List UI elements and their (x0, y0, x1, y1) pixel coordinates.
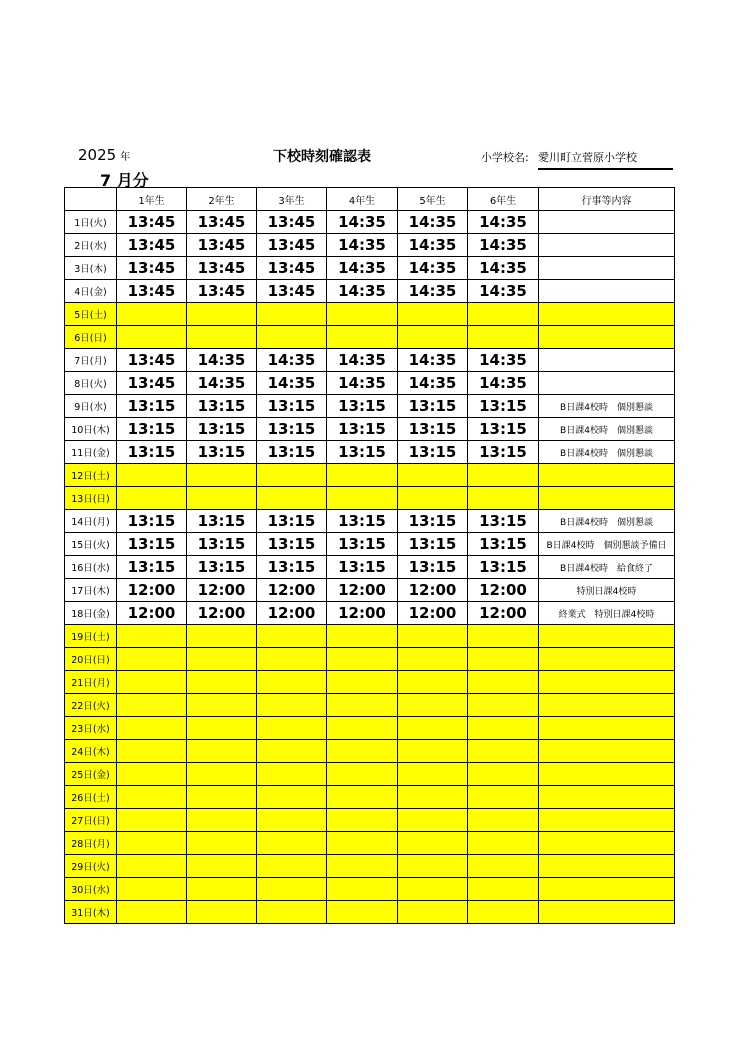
time-cell-grade6 (468, 901, 539, 924)
day-cell: 22日(火) (65, 694, 117, 717)
event-cell (539, 694, 675, 717)
time-cell-grade3 (257, 717, 327, 740)
day-cell: 31日(木) (65, 901, 117, 924)
time-cell-grade6: 13:15 (468, 510, 539, 533)
time-cell-grade4: 14:35 (327, 257, 398, 280)
time-cell-grade1 (117, 855, 187, 878)
event-cell (539, 832, 675, 855)
day-cell: 18日(金) (65, 602, 117, 625)
time-cell-grade6 (468, 464, 539, 487)
time-cell-grade5: 14:35 (398, 211, 468, 234)
time-cell-grade6 (468, 717, 539, 740)
time-cell-grade6 (468, 878, 539, 901)
table-row (65, 303, 675, 326)
time-cell-grade2 (187, 464, 257, 487)
time-cell-grade1: 13:15 (117, 533, 187, 556)
day-cell: 8日(火) (65, 372, 117, 395)
day-cell: 15日(火) (65, 533, 117, 556)
day-cell: 16日(水) (65, 556, 117, 579)
event-cell (539, 464, 675, 487)
time-cell-grade2 (187, 901, 257, 924)
time-cell-grade1: 13:45 (117, 372, 187, 395)
time-cell-grade1 (117, 648, 187, 671)
table-row (65, 602, 675, 625)
time-cell-grade3: 13:15 (257, 556, 327, 579)
time-cell-grade6: 14:35 (468, 234, 539, 257)
time-cell-grade3 (257, 786, 327, 809)
time-cell-grade6 (468, 763, 539, 786)
time-cell-grade4: 13:15 (327, 441, 398, 464)
table-row (65, 533, 675, 556)
time-cell-grade6 (468, 671, 539, 694)
day-cell: 4日(金) (65, 280, 117, 303)
page-title: 下校時刻確認表 (273, 149, 371, 165)
time-cell-grade2 (187, 694, 257, 717)
time-cell-grade2 (187, 717, 257, 740)
time-cell-grade6 (468, 303, 539, 326)
time-cell-grade3 (257, 625, 327, 648)
time-cell-grade1: 12:00 (117, 579, 187, 602)
time-cell-grade3 (257, 648, 327, 671)
event-cell (539, 878, 675, 901)
day-cell: 9日(水) (65, 395, 117, 418)
time-cell-grade6 (468, 832, 539, 855)
table-row (65, 280, 675, 303)
time-cell-grade5 (398, 786, 468, 809)
time-cell-grade2: 13:45 (187, 257, 257, 280)
time-cell-grade1 (117, 717, 187, 740)
time-cell-grade4: 13:15 (327, 533, 398, 556)
time-cell-grade5: 12:00 (398, 579, 468, 602)
time-cell-grade5 (398, 855, 468, 878)
table-row (65, 556, 675, 579)
day-cell: 23日(水) (65, 717, 117, 740)
time-cell-grade2: 14:35 (187, 372, 257, 395)
day-cell: 28日(月) (65, 832, 117, 855)
time-cell-grade2: 13:15 (187, 395, 257, 418)
time-cell-grade5 (398, 464, 468, 487)
time-cell-grade6 (468, 855, 539, 878)
day-cell: 24日(木) (65, 740, 117, 763)
time-cell-grade6 (468, 648, 539, 671)
event-cell (539, 740, 675, 763)
time-cell-grade1: 13:45 (117, 257, 187, 280)
time-cell-grade6: 12:00 (468, 602, 539, 625)
table-row (65, 510, 675, 533)
day-cell: 26日(土) (65, 786, 117, 809)
time-cell-grade6: 14:35 (468, 280, 539, 303)
time-cell-grade6: 12:00 (468, 579, 539, 602)
day-cell: 7日(月) (65, 349, 117, 372)
time-cell-grade4: 13:15 (327, 395, 398, 418)
time-cell-grade2: 13:15 (187, 556, 257, 579)
time-cell-grade6: 13:15 (468, 395, 539, 418)
day-cell: 25日(金) (65, 763, 117, 786)
time-cell-grade5: 12:00 (398, 602, 468, 625)
time-cell-grade5: 14:35 (398, 257, 468, 280)
time-cell-grade1 (117, 671, 187, 694)
event-cell: B日課4校時 個別懇談 (539, 418, 675, 441)
school-name-label: 小学校名: (481, 151, 529, 164)
time-cell-grade6: 14:35 (468, 349, 539, 372)
time-cell-grade4: 14:35 (327, 349, 398, 372)
time-cell-grade6: 14:35 (468, 372, 539, 395)
event-cell (539, 901, 675, 924)
event-cell (539, 211, 675, 234)
event-cell (539, 257, 675, 280)
event-cell (539, 671, 675, 694)
table-row (65, 671, 675, 694)
table-row (65, 694, 675, 717)
time-cell-grade1 (117, 809, 187, 832)
time-cell-grade2: 14:35 (187, 349, 257, 372)
time-cell-grade1 (117, 487, 187, 510)
header-cell-grade2: 2年生 (187, 188, 257, 211)
table-header-row (65, 188, 675, 211)
time-cell-grade4 (327, 855, 398, 878)
time-cell-grade1: 13:45 (117, 349, 187, 372)
time-cell-grade3: 13:45 (257, 257, 327, 280)
time-cell-grade2: 12:00 (187, 602, 257, 625)
event-cell: 終業式 特別日課4校時 (539, 602, 675, 625)
table-row (65, 855, 675, 878)
time-cell-grade5: 13:15 (398, 395, 468, 418)
time-cell-grade5: 13:15 (398, 418, 468, 441)
time-cell-grade5 (398, 326, 468, 349)
time-cell-grade4 (327, 303, 398, 326)
event-cell (539, 763, 675, 786)
event-cell (539, 625, 675, 648)
time-cell-grade4 (327, 326, 398, 349)
time-cell-grade3 (257, 740, 327, 763)
time-cell-grade3 (257, 855, 327, 878)
time-cell-grade4 (327, 878, 398, 901)
day-cell: 21日(月) (65, 671, 117, 694)
table-row (65, 395, 675, 418)
day-cell: 29日(火) (65, 855, 117, 878)
time-cell-grade6: 13:15 (468, 556, 539, 579)
time-cell-grade3: 12:00 (257, 602, 327, 625)
time-cell-grade2: 13:45 (187, 280, 257, 303)
header-cell-grade1: 1年生 (117, 188, 187, 211)
time-cell-grade2: 13:15 (187, 533, 257, 556)
day-cell: 11日(金) (65, 441, 117, 464)
event-cell (539, 648, 675, 671)
day-cell: 30日(水) (65, 878, 117, 901)
time-cell-grade5: 13:15 (398, 510, 468, 533)
event-cell (539, 234, 675, 257)
time-cell-grade2 (187, 740, 257, 763)
time-cell-grade4 (327, 809, 398, 832)
time-cell-grade4 (327, 717, 398, 740)
table-row (65, 579, 675, 602)
day-cell: 14日(月) (65, 510, 117, 533)
time-cell-grade1 (117, 303, 187, 326)
time-cell-grade6: 13:15 (468, 441, 539, 464)
time-cell-grade2 (187, 832, 257, 855)
header-cell-grade4: 4年生 (327, 188, 398, 211)
time-cell-grade4 (327, 694, 398, 717)
table-row (65, 211, 675, 234)
time-cell-grade4: 13:15 (327, 418, 398, 441)
time-cell-grade1: 12:00 (117, 602, 187, 625)
time-cell-grade3 (257, 832, 327, 855)
time-cell-grade6 (468, 625, 539, 648)
time-cell-grade2 (187, 648, 257, 671)
time-cell-grade4: 14:35 (327, 280, 398, 303)
time-cell-grade3 (257, 763, 327, 786)
time-cell-grade1 (117, 694, 187, 717)
time-cell-grade3 (257, 487, 327, 510)
time-cell-grade4: 14:35 (327, 234, 398, 257)
time-cell-grade5 (398, 625, 468, 648)
time-cell-grade5: 14:35 (398, 372, 468, 395)
time-cell-grade5 (398, 303, 468, 326)
event-cell: B日課4校時 個別懇談 (539, 395, 675, 418)
time-cell-grade1: 13:15 (117, 395, 187, 418)
time-cell-grade4 (327, 901, 398, 924)
time-cell-grade2: 13:15 (187, 510, 257, 533)
time-cell-grade4: 12:00 (327, 602, 398, 625)
day-cell: 27日(日) (65, 809, 117, 832)
table-row (65, 786, 675, 809)
time-cell-grade3: 14:35 (257, 372, 327, 395)
year-value: 2025 (78, 146, 117, 164)
table-row (65, 901, 675, 924)
table-row (65, 257, 675, 280)
time-cell-grade5 (398, 809, 468, 832)
time-cell-grade3: 13:45 (257, 211, 327, 234)
time-cell-grade3: 13:45 (257, 280, 327, 303)
header-cell-grade6: 6年生 (468, 188, 539, 211)
time-cell-grade2 (187, 625, 257, 648)
time-cell-grade2 (187, 303, 257, 326)
time-cell-grade5: 14:35 (398, 234, 468, 257)
header-cell-grade5: 5年生 (398, 188, 468, 211)
time-cell-grade3 (257, 464, 327, 487)
time-cell-grade6 (468, 326, 539, 349)
event-cell: B日課4校時 個別懇談 (539, 441, 675, 464)
time-cell-grade5 (398, 717, 468, 740)
time-cell-grade2 (187, 763, 257, 786)
time-cell-grade5: 13:15 (398, 533, 468, 556)
time-cell-grade6: 13:15 (468, 533, 539, 556)
time-cell-grade3 (257, 303, 327, 326)
event-cell (539, 487, 675, 510)
time-cell-grade4: 12:00 (327, 579, 398, 602)
month-label: 7 月分 (100, 171, 149, 190)
time-cell-grade2: 13:45 (187, 234, 257, 257)
time-cell-grade4: 13:15 (327, 556, 398, 579)
school-name-value: 愛川町立菅原小学校 (538, 149, 673, 170)
time-cell-grade3: 14:35 (257, 349, 327, 372)
time-cell-grade1 (117, 625, 187, 648)
time-cell-grade1: 13:45 (117, 234, 187, 257)
event-cell (539, 786, 675, 809)
time-cell-grade4 (327, 740, 398, 763)
day-cell: 20日(日) (65, 648, 117, 671)
table-row (65, 763, 675, 786)
time-cell-grade2 (187, 326, 257, 349)
table-row (65, 809, 675, 832)
time-cell-grade5 (398, 671, 468, 694)
table-row (65, 648, 675, 671)
time-cell-grade6 (468, 487, 539, 510)
time-cell-grade3: 13:15 (257, 441, 327, 464)
table-row (65, 717, 675, 740)
time-cell-grade1 (117, 786, 187, 809)
time-cell-grade6 (468, 694, 539, 717)
time-cell-grade4 (327, 786, 398, 809)
event-cell (539, 809, 675, 832)
table-row (65, 372, 675, 395)
time-cell-grade5 (398, 763, 468, 786)
time-cell-grade3 (257, 671, 327, 694)
time-cell-grade5: 13:15 (398, 556, 468, 579)
event-cell (539, 303, 675, 326)
time-cell-grade3 (257, 809, 327, 832)
event-cell (539, 717, 675, 740)
year-label (78, 146, 130, 164)
table-row (65, 418, 675, 441)
time-cell-grade1: 13:45 (117, 211, 187, 234)
table-row (65, 625, 675, 648)
time-cell-grade6: 14:35 (468, 211, 539, 234)
time-cell-grade1: 13:15 (117, 510, 187, 533)
time-cell-grade3: 13:15 (257, 395, 327, 418)
event-cell: B日課4校時 個別懇談 (539, 510, 675, 533)
time-cell-grade5 (398, 694, 468, 717)
time-cell-grade2 (187, 809, 257, 832)
table-row (65, 349, 675, 372)
time-cell-grade5 (398, 901, 468, 924)
event-cell (539, 855, 675, 878)
time-cell-grade4 (327, 464, 398, 487)
time-cell-grade4 (327, 832, 398, 855)
table-row (65, 441, 675, 464)
time-cell-grade6: 14:35 (468, 257, 539, 280)
time-cell-grade5: 14:35 (398, 280, 468, 303)
time-cell-grade3 (257, 901, 327, 924)
time-cell-grade5 (398, 878, 468, 901)
time-cell-grade2 (187, 487, 257, 510)
time-cell-grade2: 12:00 (187, 579, 257, 602)
time-cell-grade1: 13:15 (117, 556, 187, 579)
time-cell-grade1 (117, 464, 187, 487)
time-cell-grade5: 14:35 (398, 349, 468, 372)
time-cell-grade3 (257, 878, 327, 901)
event-cell (539, 349, 675, 372)
time-cell-grade5 (398, 832, 468, 855)
time-cell-grade4 (327, 648, 398, 671)
day-cell: 3日(木) (65, 257, 117, 280)
time-cell-grade4 (327, 487, 398, 510)
time-cell-grade6 (468, 786, 539, 809)
time-cell-grade2 (187, 786, 257, 809)
dismissal-time-table (64, 187, 675, 924)
year-suffix: 年 (120, 152, 131, 163)
time-cell-grade1 (117, 740, 187, 763)
time-cell-grade3: 13:15 (257, 418, 327, 441)
day-cell: 17日(木) (65, 579, 117, 602)
time-cell-grade2 (187, 671, 257, 694)
header-cell-grade3: 3年生 (257, 188, 327, 211)
time-cell-grade1: 13:45 (117, 280, 187, 303)
day-cell: 5日(土) (65, 303, 117, 326)
time-cell-grade4 (327, 763, 398, 786)
table-row (65, 832, 675, 855)
day-cell: 12日(土) (65, 464, 117, 487)
time-cell-grade6: 13:15 (468, 418, 539, 441)
time-cell-grade5 (398, 648, 468, 671)
header-cell-events: 行事等内容 (539, 188, 675, 211)
header-cell-day (65, 188, 117, 211)
time-cell-grade1: 13:15 (117, 418, 187, 441)
time-cell-grade4: 13:15 (327, 510, 398, 533)
day-cell: 13日(日) (65, 487, 117, 510)
day-cell: 2日(水) (65, 234, 117, 257)
day-cell: 1日(火) (65, 211, 117, 234)
time-cell-grade4: 14:35 (327, 372, 398, 395)
time-cell-grade3: 13:15 (257, 510, 327, 533)
event-cell (539, 326, 675, 349)
time-cell-grade3 (257, 694, 327, 717)
time-cell-grade4 (327, 671, 398, 694)
day-cell: 19日(土) (65, 625, 117, 648)
time-cell-grade2: 13:15 (187, 441, 257, 464)
time-cell-grade5 (398, 740, 468, 763)
time-cell-grade6 (468, 809, 539, 832)
event-cell: B日課4校時 給食終了 (539, 556, 675, 579)
event-cell (539, 280, 675, 303)
event-cell: 特別日課4校時 (539, 579, 675, 602)
time-cell-grade5: 13:15 (398, 441, 468, 464)
table-row (65, 740, 675, 763)
time-cell-grade3: 12:00 (257, 579, 327, 602)
time-cell-grade2: 13:45 (187, 211, 257, 234)
table-row (65, 326, 675, 349)
time-cell-grade1: 13:15 (117, 441, 187, 464)
time-cell-grade2: 13:15 (187, 418, 257, 441)
day-cell: 6日(日) (65, 326, 117, 349)
event-cell: B日課4校時 個別懇談予備日 (539, 533, 675, 556)
time-cell-grade3 (257, 326, 327, 349)
time-cell-grade2 (187, 878, 257, 901)
table-row (65, 464, 675, 487)
time-cell-grade1 (117, 878, 187, 901)
time-cell-grade3: 13:45 (257, 234, 327, 257)
time-cell-grade4: 14:35 (327, 211, 398, 234)
event-cell (539, 372, 675, 395)
time-cell-grade1 (117, 763, 187, 786)
time-cell-grade4 (327, 625, 398, 648)
time-cell-grade5 (398, 487, 468, 510)
time-cell-grade3: 13:15 (257, 533, 327, 556)
time-cell-grade6 (468, 740, 539, 763)
time-cell-grade1 (117, 901, 187, 924)
table-body (65, 211, 675, 924)
table-row (65, 878, 675, 901)
time-cell-grade1 (117, 326, 187, 349)
table-row (65, 487, 675, 510)
time-cell-grade2 (187, 855, 257, 878)
day-cell: 10日(木) (65, 418, 117, 441)
table-row (65, 234, 675, 257)
time-cell-grade1 (117, 832, 187, 855)
